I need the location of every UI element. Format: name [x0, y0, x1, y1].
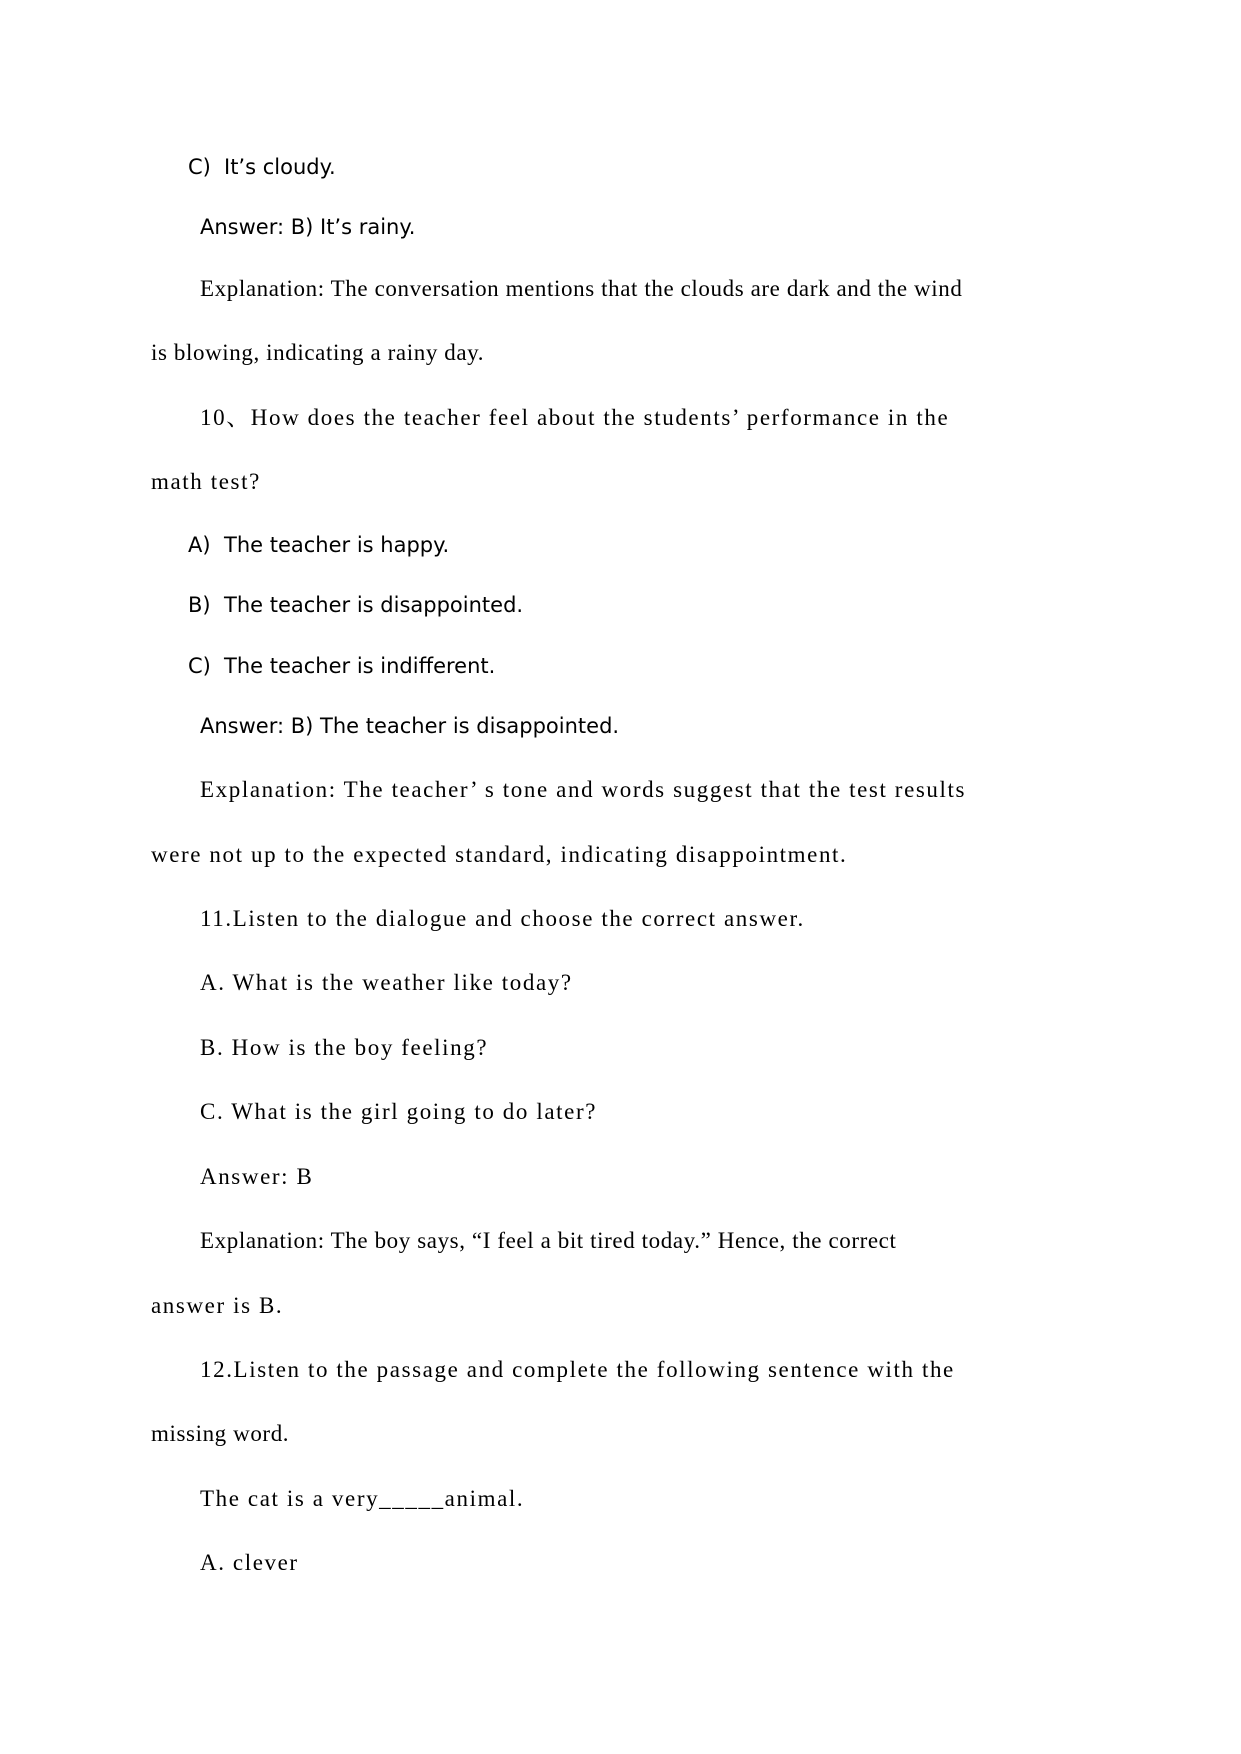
- q10-question-line2: math test?: [151, 469, 261, 494]
- q12-question-line1: 12.Listen to the passage and complete the following sentence with the: [200, 1357, 955, 1382]
- q9-option-c-letter: C): [188, 155, 211, 179]
- q9-explanation-line1: Explanation: The conversation mentions that the clouds are dark and the wind: [200, 276, 963, 301]
- q9-option-c: [188, 157, 336, 178]
- q10-option-a-letter: A): [188, 533, 211, 557]
- q10-answer: Answer: B) The teacher is disappointed.: [200, 714, 620, 738]
- q12-question-line2: missing word.: [151, 1421, 290, 1446]
- q10-explanation-line2: were not up to the expected standard, indicating disappointment.: [151, 842, 848, 867]
- q11-question: 11.Listen to the dialogue and choose the correct answer.: [200, 906, 805, 931]
- q10-explanation-line1: Explanation: The teacher’ s tone and words suggest that the test results: [200, 777, 967, 802]
- q9-explanation-line2: is blowing, indicating a rainy day.: [151, 340, 485, 365]
- q12-option-a: A. clever: [200, 1550, 299, 1575]
- q11-option-c: C. What is the girl going to do later?: [200, 1099, 598, 1124]
- q9-answer: Answer: B) It’s rainy.: [200, 215, 416, 239]
- q11-answer: Answer: B: [200, 1164, 314, 1189]
- q11-option-a: A. What is the weather like today?: [200, 970, 573, 995]
- q12-sentence: The cat is a very_____animal.: [200, 1486, 525, 1511]
- q10-option-a-text: The teacher is happy.: [224, 533, 450, 557]
- q10-option-a: [188, 535, 449, 556]
- q10-option-c-text: The teacher is indifferent.: [224, 654, 496, 678]
- q11-option-b: B. How is the boy feeling?: [200, 1035, 489, 1060]
- q10-option-b-text: The teacher is disappointed.: [224, 593, 524, 617]
- q11-explanation-line2: answer is B.: [151, 1293, 284, 1318]
- q10-option-b: [188, 595, 523, 616]
- q10-option-c: [188, 656, 495, 677]
- q10-option-b-letter: B): [188, 593, 211, 617]
- q11-explanation-line1: Explanation: The boy says, “I feel a bit tired today.” Hence, the correct: [200, 1228, 897, 1253]
- q10-option-c-letter: C): [188, 654, 211, 678]
- q9-option-c-text: It’s cloudy.: [224, 155, 336, 179]
- q10-question-line1: 10、How does the teacher feel about the students’ performance in the: [200, 405, 950, 430]
